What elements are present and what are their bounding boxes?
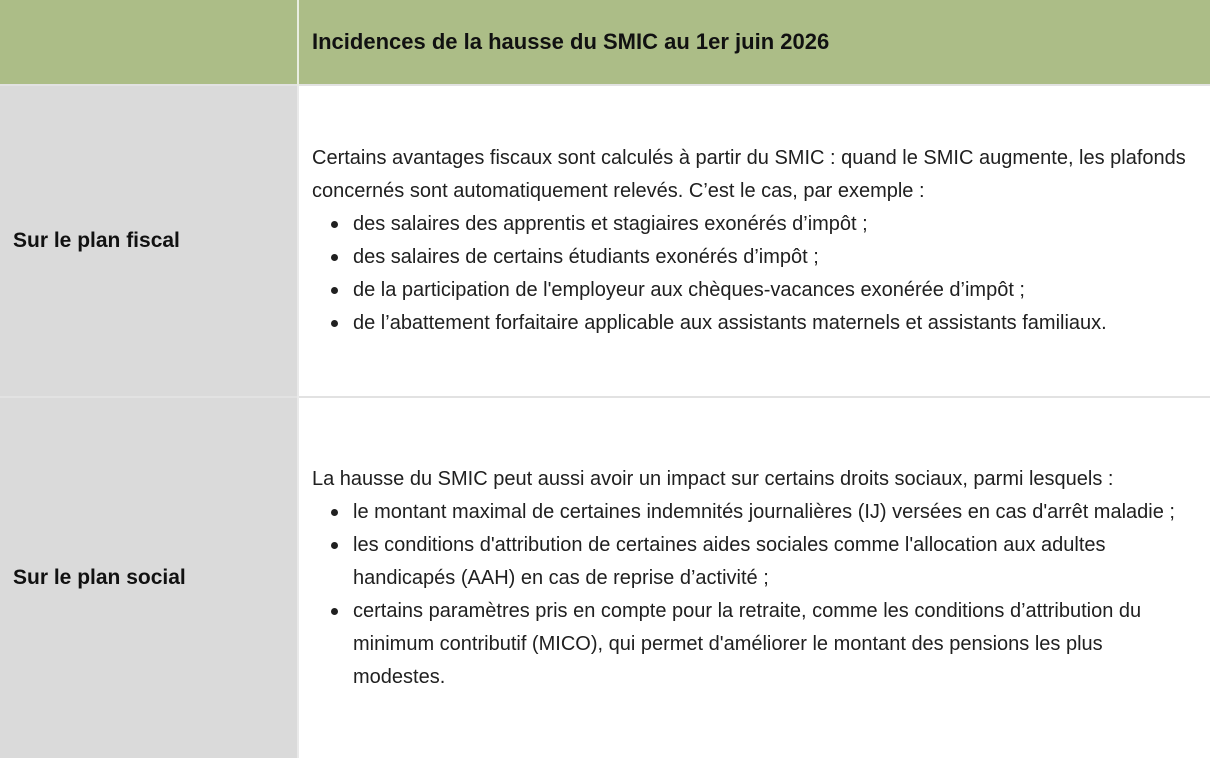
table-header-row [0,0,1210,85]
list-item-text: le montant maximal de certaines indemnités journalières (IJ) versées en cas d'arrêt maladie ; [353,500,1175,523]
list-item-text: des salaires de certains étudiants exonérés d’impôt ; [353,246,819,268]
list-item-text: des salaires des apprentis et stagiaires exonérés d’impôt ; [353,213,868,235]
row-content-social [298,397,1210,758]
table-row-social [0,397,1210,758]
list-item [353,274,1196,307]
bullet-dot-icon [331,221,338,228]
bullet-dot-icon [331,509,338,516]
bullet-dot-icon [331,608,338,615]
list-item [353,496,1196,529]
list-item [353,307,1196,340]
list-item-text: de la participation de l'employeur aux chèques-vacances exonérée d’impôt ; [353,279,1025,301]
social-bullet-list [312,496,1196,694]
list-item [353,208,1196,241]
list-item [353,241,1196,274]
list-item-text: de l’abattement forfaitaire applicable aux assistants maternels et assistants familiaux. [353,312,1107,334]
bullet-dot-icon [331,542,338,549]
bullet-dot-icon [331,254,338,261]
table-corner-cell [0,0,298,85]
social-intro-text: La hausse du SMIC peut aussi avoir un impact sur certains droits sociaux, parmi lesquels : [312,467,1114,490]
table-row-fiscal [0,85,1210,397]
list-item-text: certains paramètres pris en compte pour la retraite, comme les conditions d’attribution du minimum contributif (MICO), qui permet d'améliorer le montant des pensions les plus modestes. [353,599,1142,688]
list-item-text: les conditions d'attribution de certaines aides sociales comme l'allocation aux adultes handicapés (AAH) en cas de reprise d’activité ; [353,533,1106,589]
bullet-dot-icon [331,320,338,327]
bullet-dot-icon [331,287,338,294]
fiscal-intro-text: Certains avantages fiscaux sont calculés à partir du SMIC : quand le SMIC augmente, les plafonds concernés sont automatiquement relevés. C’est le cas, par exemple : [312,147,1186,202]
row-content-fiscal [298,85,1210,397]
fiscal-bullet-list [312,208,1196,340]
table-title: Incidences de la hausse du SMIC au 1er juin 2026 [298,0,1210,85]
row-label-social: Sur le plan social [0,397,298,758]
list-item [353,595,1196,694]
list-item [353,529,1196,595]
row-label-fiscal: Sur le plan fiscal [0,85,298,397]
